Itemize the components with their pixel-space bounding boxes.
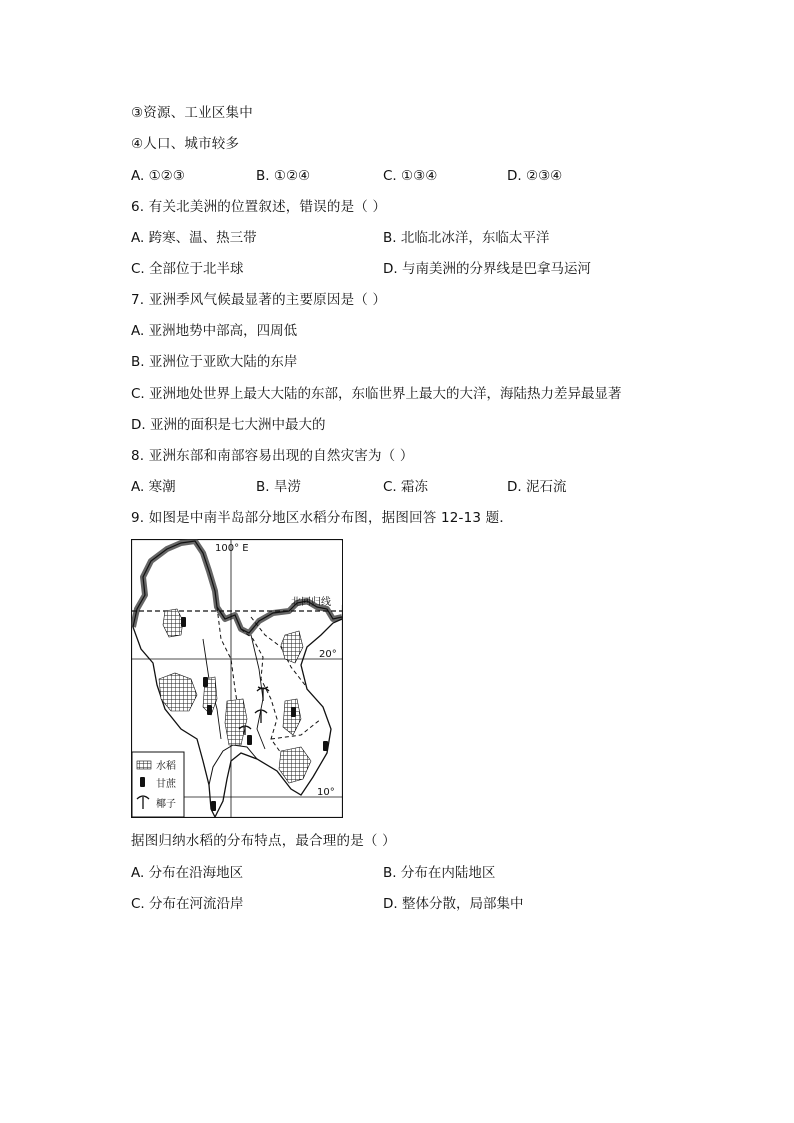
item-3-text: ③资源、工业区集中: [131, 105, 253, 121]
tropic-label: 北回归线: [291, 597, 331, 608]
q7-stem: 7. 亚洲季风气候最显著的主要原因是（ ）: [131, 292, 387, 308]
q7-option-c: C. 亚洲地处世界上最大大陆的东部，东临世界上最大的大洋，海陆热力差异最显著: [131, 386, 622, 402]
q9-question: 据图归纳水稻的分布特点，最合理的是（ ）: [131, 833, 396, 849]
q6-option-c: C. 全部位于北半球: [131, 261, 244, 277]
q8-stem: 8. 亚洲东部和南部容易出现的自然灾害为（ ）: [131, 448, 414, 464]
q9-option-c: C. 分布在河流沿岸: [131, 896, 244, 912]
map-legend: [132, 752, 184, 817]
q8-option-a: A. 寒潮: [131, 479, 176, 495]
rice-distribution-map: [131, 539, 343, 818]
rice-legend-swatch: [137, 761, 151, 769]
q9-option-d: D. 整体分散，局部集中: [383, 896, 524, 912]
q5-option-d: D. ②③④: [507, 168, 563, 184]
item-4-text: ④人口、城市较多: [131, 136, 240, 152]
q6-option-a: A. 跨寒、温、热三带: [131, 230, 257, 246]
q7-option-a: A. 亚洲地势中部高，四周低: [131, 323, 298, 339]
q8-option-b: B. 旱涝: [256, 479, 301, 495]
lon-label: 100° E: [215, 543, 249, 554]
map-svg: [131, 539, 343, 818]
lat20-label: 20°: [319, 649, 337, 660]
q5-option-c: C. ①③④: [383, 168, 438, 184]
rice-legend-label: 水稻: [156, 761, 176, 772]
q6-option-d: D. 与南美洲的分界线是巴拿马运河: [383, 261, 591, 277]
q5-option-b: B. ①②④: [256, 168, 311, 184]
coconut-legend-label: 椰子: [156, 799, 176, 810]
q7-option-d: D. 亚洲的面积是七大洲中最大的: [131, 417, 326, 433]
sugarcane-legend-label: 甘蔗: [156, 779, 176, 790]
lat10-label: 10°: [317, 787, 335, 798]
q6-stem: 6. 有关北美洲的位置叙述，错误的是（ ）: [131, 199, 387, 215]
q7-option-b: B. 亚洲位于亚欧大陆的东岸: [131, 354, 298, 370]
q9-stem: 9. 如图是中南半岛部分地区水稻分布图，据图回答 12-13 题．: [131, 510, 514, 526]
q9-option-a: A. 分布在沿海地区: [131, 865, 244, 881]
q9-option-b: B. 分布在内陆地区: [383, 865, 496, 881]
q5-option-a: A. ①②③: [131, 168, 185, 184]
sugarcane-legend-icon: [140, 777, 145, 787]
q8-option-c: C. 霜冻: [383, 479, 429, 495]
q6-option-b: B. 北临北冰洋，东临太平洋: [383, 230, 550, 246]
q8-option-d: D. 泥石流: [507, 479, 567, 495]
